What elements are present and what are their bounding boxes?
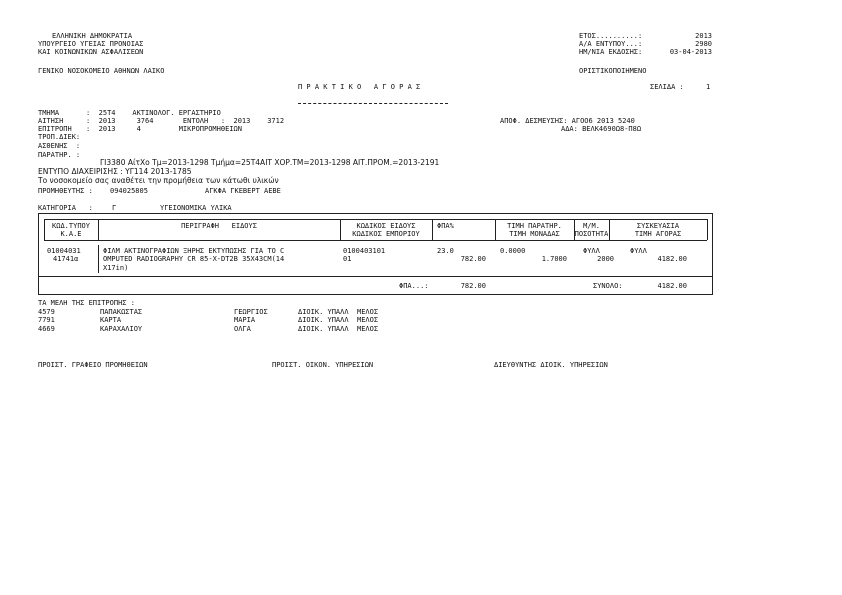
year-label: ΕΤΟΣ..........: [579, 32, 643, 40]
member-id: 4669 [38, 325, 55, 333]
assignment-text: Το νοσοκομείο σας αναθέτει την προμήθεια των κάτωθι υλικών [38, 176, 279, 185]
vat-total-label: ΦΠΑ...: [399, 282, 429, 290]
signature-finance: ΠΡΟΙΣΤ. ΟΙΚΟΝ. ΥΠΗΡΕΣΙΩΝ [272, 361, 374, 369]
member-name: ΟΛΓΑ [234, 325, 251, 333]
cell-commerce-code: 01 [343, 255, 352, 263]
member-id: 4579 [38, 308, 55, 316]
header-top-rule [44, 219, 707, 220]
cell-kae: 41741α [53, 255, 79, 263]
document-title: Π Ρ Α Κ Τ Ι Κ Ο Α Γ Ο Ρ Α Σ [298, 83, 421, 91]
col-header-observed-price: ΤΙΜΗ ΠΑΡΑΤΗΡ. [507, 222, 562, 230]
member-role: ΔΙΟΙΚ. ΥΠΑΛΛ ΜΕΛΟΣ [298, 308, 379, 316]
vat-total-value: 782.00 [460, 282, 486, 290]
header-bottom-rule [44, 240, 707, 241]
commitment-decision: ΑΠΟΦ. ΔΕΣΜΕΥΣΗΣ: ΑΓΟΟ6 2013 5240 [500, 117, 635, 125]
page-label: ΣΕΛΙΔΑ : [650, 83, 684, 91]
supplier-name: ΑΓΚΦΑ ΓΚΕΒΕΡΤ ΑΕΒΕ [205, 187, 281, 195]
org-line-1: ΕΛΛΗΝΙΚΗ ΔΗΜΟΚΡΑΤΙΑ [52, 32, 133, 40]
col-header-pack: ΣΥΣΚΕΥΑΣΙΑ [636, 222, 680, 230]
year-value: 2013 [695, 32, 712, 40]
table-bottom-border [38, 294, 713, 295]
sum-total-value: 4182.00 [657, 282, 687, 290]
col-header-purchase-price: ΤΙΜΗ ΑΓΟΡΑΣ [634, 230, 682, 238]
member-surname: ΠΑΠΑΚΩΣΤΑΣ [100, 308, 143, 316]
member-surname: ΚΑΡΑΧΑΛΙΟΥ [100, 325, 143, 333]
patient-label: ΑΣΘΕΝΗΣ : [38, 142, 81, 150]
col-rule [432, 219, 433, 240]
supplier-code: 094025805 [110, 187, 148, 195]
org-line-2: ΥΠΟΥΡΓΕΙΟ ΥΓΕΙΑΣ ΠΡΟΝΟΙΑΣ [38, 40, 144, 48]
supplier-label: ΠΡΟΜΗΘΕΥΤΗΣ : [38, 187, 93, 195]
cell-description-3: X17in) [103, 264, 129, 272]
cell-unit: ΦΥΛΛ [583, 247, 600, 255]
remark-text: ΓΙ3380 ΑίτΧο Τμ=2013-1298 Τμήμα=25Τ4ΑΙΤ ΧΟΡ.ΤΜ=2013-1298 ΑΙΤ.ΠΡΟΜ.=2013-2191 [100, 158, 440, 167]
signature-procurement: ΠΡΟΙΣΤ. ΓΡΑΦΕΙΟ ΠΡΟΜΗΘΕΙΩΝ [38, 361, 148, 369]
cell-unit-price: 1.7000 [541, 255, 567, 263]
col-header-kae: Κ.Α.Ε [60, 230, 82, 238]
member-id: 7791 [38, 316, 55, 324]
table-left-border [38, 213, 39, 295]
trop-label: ΤΡΟΠ.ΔΙΕΚ: [38, 133, 81, 141]
col-header-unit: Μ/Μ. [583, 222, 600, 230]
issue-date-label: ΗΜ/ΝΙΑ ΕΚΔΟΣΗΣ: [579, 48, 643, 56]
form-number-label: Α/Α ΕΝΤΥΠΟΥ...: [579, 40, 643, 48]
row-rule [98, 245, 99, 273]
ada-code: ΑΔΑ: ΒΕΛΚ4690Ω8-Π8Ω [561, 125, 642, 133]
sum-total-label: ΣΥΝΟΛΟ: [593, 282, 623, 290]
page-number: 1 [706, 83, 711, 91]
table-top-border [38, 213, 713, 214]
request-value: : 2013 3764 ΕΝΤΟΛΗ : 2013 3712 [86, 117, 285, 125]
cell-quantity: 2000 [597, 255, 614, 263]
cell-description-1: ΦΙΛΜ ΑΚΤΙΝΟΓΡΑΦΙΩΝ ΞΗΡΗΣ ΕΚΤΥΠΩΣΗΣ ΓΙΑ ΤΟ C [103, 247, 285, 255]
dept-value: : 25Τ4 ΑΚΤΙΝΟΛΟΓ. ΕΡΓΑΣΤΗΡΙΟ [86, 109, 221, 117]
cell-vat-pct: 23.0 [437, 247, 454, 255]
cell-type-code: 01004031 [47, 247, 81, 255]
table-right-border [712, 213, 713, 295]
col-rule [707, 219, 708, 240]
category-label: ΚΑΤΗΓΟΡΙΑ : [38, 204, 93, 212]
committee-value: : 2013 4 ΜΙΚΡΟΠΡΟΜΗΘΕΙΩΝ [86, 125, 242, 133]
col-header-description: ΠΕΡΙΓΡΑΦΗ ΕΙΔΟΥΣ [181, 222, 257, 230]
signature-director: ΔΙΕΥΘΥΝΤΗΣ ΔΙΟΙΚ. ΥΠΗΡΕΣΙΩΝ [494, 361, 608, 369]
org-line-3: ΚΑΙ ΚΟΙΝΩΝΙΚΩΝ ΑΣΦΑΛΙΣΕΩΝ [38, 48, 144, 56]
committee-label: ΕΠΙΤΡΟΠΗ [38, 125, 72, 133]
category-code: Γ [112, 204, 117, 212]
cell-item-code: 0100403101 [343, 247, 386, 255]
cell-vat-amount: 782.00 [460, 255, 486, 263]
hospital-name: ΓΕΝΙΚΟ ΝΟΣΟΚΟΜΕΙΟ ΑΘΗΝΩΝ ΛΑΙΚΟ [38, 67, 165, 75]
cell-purchase-price: 4182.00 [657, 255, 687, 263]
member-role: ΔΙΟΙΚ. ΥΠΑΛΛ ΜΕΛΟΣ [298, 325, 379, 333]
form-number-value: 2980 [695, 40, 712, 48]
col-header-commerce-code: ΚΩΔΙΚΟΣ ΕΜΠΟΡΙΟΥ [352, 230, 420, 238]
col-header-item-code: ΚΩΔΙΚΟΣ ΕΙΔΟΥΣ [356, 222, 416, 230]
committee-title: ΤΑ ΜΕΛΗ ΤΗΣ ΕΠΙΤΡΟΠΗΣ : [38, 299, 135, 307]
member-role: ΔΙΟΙΚ. ΥΠΑΛΛ ΜΕΛΟΣ [298, 316, 379, 324]
totals-top-rule [38, 276, 713, 277]
cell-pack: ΦΥΛΛ [630, 247, 647, 255]
member-name: ΜΑΡΙΑ [234, 316, 256, 324]
cell-observed-price: 0.0000 [500, 247, 526, 255]
member-surname: ΚΑΡΤΑ [100, 316, 122, 324]
col-header-vat: ΦΠΑ% [437, 222, 454, 230]
col-header-quantity: ΠΟΣΟΤΗΤΑ [574, 230, 609, 238]
cell-description-2: OMPUTED RADIOGRAPHY CR 85-X-DT2B 35X43CM(14 [103, 255, 285, 263]
col-header-unit-price: ΤΙΜΗ ΜΟΝΑΔΑΣ [509, 230, 560, 238]
status-text: ΟΡΙΣΤΙΚΟΠΟΙΗΜΕΝΟ [579, 67, 647, 75]
issue-date-value: 03-04-2013 [669, 48, 712, 56]
dept-label: ΤΜΗΜΑ [38, 109, 60, 117]
request-label: ΑΙΤΗΣΗ [38, 117, 64, 125]
category-name: ΥΓΕΙΟΝΟΜΙΚΑ ΥΛΙΚΑ [160, 204, 232, 212]
member-name: ΓΕΩΡΓΙΟΣ [234, 308, 268, 316]
remarks-label: ΠΑΡΑΤΗΡ. : [38, 151, 81, 159]
management-form: ΕΝΤΥΠΟ ΔΙΑΧΕΙΡΙΣΗΣ : ΥΓ114 2013-1785 [38, 167, 192, 176]
title-underline [298, 103, 448, 104]
col-header-type-code: ΚΩΔ.ΤΥΠΟΥ [52, 222, 90, 230]
